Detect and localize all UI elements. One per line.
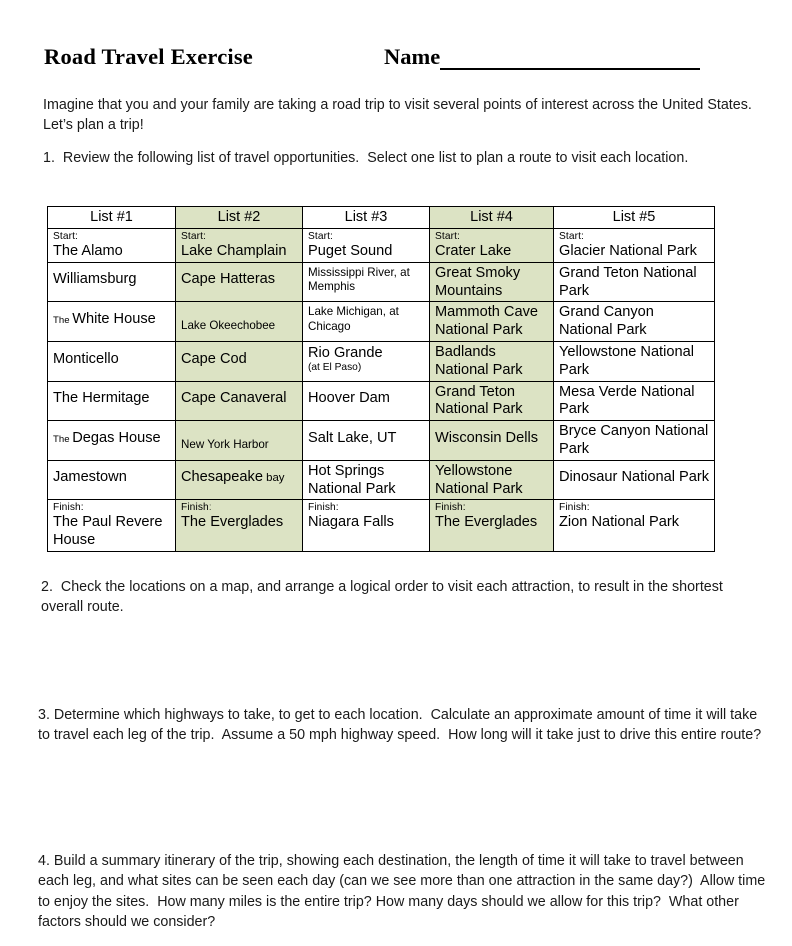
table-row — [48, 302, 715, 342]
column-header-list-3: List #3 — [303, 207, 430, 229]
table-cell — [554, 500, 715, 552]
cell-content — [430, 229, 553, 262]
table-cell — [554, 262, 715, 302]
cell-sublabel: Finish: — [559, 502, 590, 514]
table-row — [48, 500, 715, 552]
cell-text-prefix: The — [53, 315, 73, 327]
table-cell — [48, 381, 176, 421]
cell-text: Mississippi River, at Memphis — [308, 265, 410, 294]
table-cell — [48, 229, 176, 263]
cell-content — [176, 302, 302, 336]
table-row — [48, 262, 715, 302]
cell-text: Grand Teton National Park — [435, 383, 523, 418]
table-cell — [303, 342, 430, 382]
cell-text: Yellowstone National Park — [559, 344, 694, 378]
table-cell — [430, 500, 554, 552]
cell-text: Salt Lake, UT — [308, 429, 397, 446]
cell-content — [176, 421, 302, 455]
cell-content — [303, 229, 429, 262]
cell-text: The Paul Revere House — [53, 514, 163, 549]
cell-content — [176, 342, 302, 376]
cell-content — [430, 421, 553, 455]
cell-content — [554, 382, 714, 421]
cell-text: Grand Teton National Park — [559, 264, 697, 299]
cell-text: Bryce Canyon National Park — [559, 423, 709, 457]
table-row — [48, 421, 715, 461]
cell-text: Mammoth Cave National Park — [435, 304, 538, 339]
question-3-paragraph: 3. Determine which highways to take, to get to each location. Calculate an approximate amount of time it will take to travel each leg of the trip. Assume a 50 mph highway speed. How long will it take just to drive this entire route? — [38, 707, 762, 744]
table-row — [48, 342, 715, 382]
cell-content — [554, 500, 714, 550]
cell-content — [303, 302, 429, 336]
cell-sublabel: Finishː — [181, 502, 212, 514]
cell-content — [554, 461, 714, 495]
table-cell — [48, 500, 176, 552]
cell-text: Dinosaur National Park — [559, 469, 710, 486]
table-cell — [430, 381, 554, 421]
cell-text: Lake Champlain — [181, 243, 287, 260]
table-cell — [430, 262, 554, 302]
column-header-list-2: List #2 — [176, 207, 303, 229]
table-cell — [430, 460, 554, 500]
table-cell — [554, 302, 715, 342]
cell-content — [554, 302, 714, 341]
table-cell — [48, 460, 176, 500]
table-cell — [303, 302, 430, 342]
table-cell — [554, 421, 715, 461]
cell-text: The Everglades — [181, 514, 284, 531]
cell-sublabel: Finish: — [53, 502, 84, 514]
table-cell — [554, 342, 715, 382]
cell-content — [303, 382, 429, 416]
cell-text-prefix: The — [53, 433, 73, 445]
cell-text: Jamestown — [53, 469, 127, 486]
table-cell — [303, 460, 430, 500]
cell-content — [430, 263, 553, 302]
table-row — [48, 229, 715, 263]
cell-text: Rio Grande — [308, 344, 383, 361]
cell-text: Glacier National Park — [559, 243, 697, 260]
table-cell — [430, 342, 554, 382]
cell-content — [430, 382, 553, 421]
cell-sublabel: Finish: — [435, 502, 466, 514]
cell-text: The White House — [53, 311, 156, 328]
cell-text-note: (at El Paso) — [308, 362, 362, 374]
table-cell — [176, 342, 303, 382]
table-cell — [48, 342, 176, 382]
cell-text: Badlands National Park — [435, 344, 523, 378]
cell-text: Monticello — [53, 350, 119, 367]
table-cell — [48, 421, 176, 461]
cell-content — [303, 500, 429, 550]
cell-content — [303, 421, 429, 455]
table-cell — [176, 381, 303, 421]
column-header-list-4: List #4 — [430, 207, 554, 229]
table-cell — [176, 302, 303, 342]
cell-text: Zion National Park — [559, 514, 680, 531]
cell-content — [176, 229, 302, 262]
cell-text: Wisconsin Dells — [435, 429, 538, 446]
cell-text: Lake Okeechobee — [181, 318, 276, 332]
cell-content — [176, 500, 302, 550]
cell-content — [48, 500, 175, 551]
cell-text: Grand Canyon National Park — [559, 304, 654, 339]
cell-content — [48, 263, 175, 297]
cell-content — [48, 342, 175, 376]
cell-content — [554, 229, 714, 262]
table-cell — [554, 460, 715, 500]
cell-text: The Degas House — [53, 429, 161, 446]
cell-text: Williamsburg — [53, 271, 137, 288]
name-input-blank[interactable] — [440, 46, 700, 70]
cell-content — [430, 342, 553, 381]
cell-sublabel: Start: — [559, 231, 584, 242]
page-title: Road Travel Exercise — [44, 44, 253, 69]
table-row — [48, 381, 715, 421]
cell-content — [48, 421, 175, 455]
cell-content — [176, 382, 302, 416]
table-cell — [303, 500, 430, 552]
table-cell — [176, 500, 303, 552]
cell-sublabel: Start: — [181, 231, 206, 242]
cell-text: Cape Canaveral — [181, 390, 287, 407]
cell-text: Cape Hatteras — [181, 271, 276, 288]
question-4-paragraph: 4. Build a summary itinerary of the trip, showing each destination, the length of time it will take to travel between each leg, and what sites can be seen each day (can we see more than one attraction in the same day?) Allow time to enjoy the sites. How many miles is the entire trip? How many days should we allow for this trip? What other factors should we consider? — [38, 853, 770, 930]
cell-content — [303, 263, 429, 297]
cell-text: Puget Sound — [308, 243, 393, 260]
page-header — [44, 44, 744, 80]
table-cell — [303, 229, 430, 263]
cell-content — [48, 382, 175, 416]
cell-content — [48, 461, 175, 495]
table-cell — [48, 302, 176, 342]
cell-text-suffix: bay — [262, 472, 285, 485]
cell-text: Yellowstone National Park — [435, 462, 523, 497]
cell-content — [554, 263, 714, 302]
question-2-paragraph: 2. Check the locations on a map, and arrange a logical order to visit each attraction, to result in the shortest overall route. — [41, 579, 727, 616]
cell-content — [48, 229, 175, 262]
cell-text: Hoover Dam — [308, 390, 390, 407]
table-cell — [48, 262, 176, 302]
cell-content — [303, 461, 429, 500]
table-cell — [176, 460, 303, 500]
cell-sublabel: Finish: — [308, 502, 339, 514]
cell-content — [430, 302, 553, 341]
cell-text: New York Harbor — [181, 437, 269, 451]
column-header-list-5: List #5 — [554, 207, 715, 229]
name-field-group — [384, 44, 700, 70]
table-cell — [303, 262, 430, 302]
table-cell — [176, 262, 303, 302]
intro-paragraph: Imagine that you and your family are taking a road trip to visit several points of interest across the United States. Let’s plan a trip! — [43, 97, 760, 134]
column-header-list-1: List #1 — [48, 207, 176, 229]
cell-text: Cape Cod — [181, 350, 247, 367]
table-cell — [554, 229, 715, 263]
cell-text: Crater Lake — [435, 243, 512, 260]
table-cell — [176, 229, 303, 263]
cell-sublabel: Start: — [53, 231, 78, 242]
table-header-row — [48, 207, 715, 229]
cell-text: Hot Springs National Park — [308, 462, 396, 497]
cell-text: Lake Michigan, at Chicago — [308, 305, 399, 333]
cell-content — [430, 461, 553, 500]
name-label: Name — [384, 44, 441, 69]
cell-content — [554, 421, 714, 460]
cell-sublabel: Start: — [435, 231, 460, 242]
cell-content — [176, 461, 302, 495]
question-1-paragraph: 1. Review the following list of travel opportunities. Select one list to plan a route to visit each location. — [43, 150, 689, 166]
table-cell — [430, 421, 554, 461]
cell-content — [176, 263, 302, 297]
cell-text: The Alamo — [53, 243, 123, 260]
cell-text: Great Smoky Mountains — [435, 264, 521, 299]
travel-lists-table — [47, 206, 715, 552]
table-cell — [554, 381, 715, 421]
cell-text: Mesa Verde National Park — [559, 383, 695, 418]
table-row — [48, 460, 715, 500]
cell-text: Niagara Falls — [308, 514, 394, 531]
cell-sublabel: Start: — [308, 231, 333, 242]
table-cell — [303, 381, 430, 421]
table-cell — [430, 229, 554, 263]
table-cell — [176, 421, 303, 461]
cell-content — [303, 342, 429, 376]
cell-text: The Everglades — [435, 514, 538, 531]
cell-content — [48, 302, 175, 336]
cell-content — [554, 342, 714, 381]
cell-text: Chesapeake bay — [181, 469, 285, 486]
table-body — [48, 229, 715, 552]
table-cell — [303, 421, 430, 461]
table-cell — [430, 302, 554, 342]
cell-text: The Hermitage — [53, 390, 150, 407]
cell-content — [430, 500, 553, 550]
